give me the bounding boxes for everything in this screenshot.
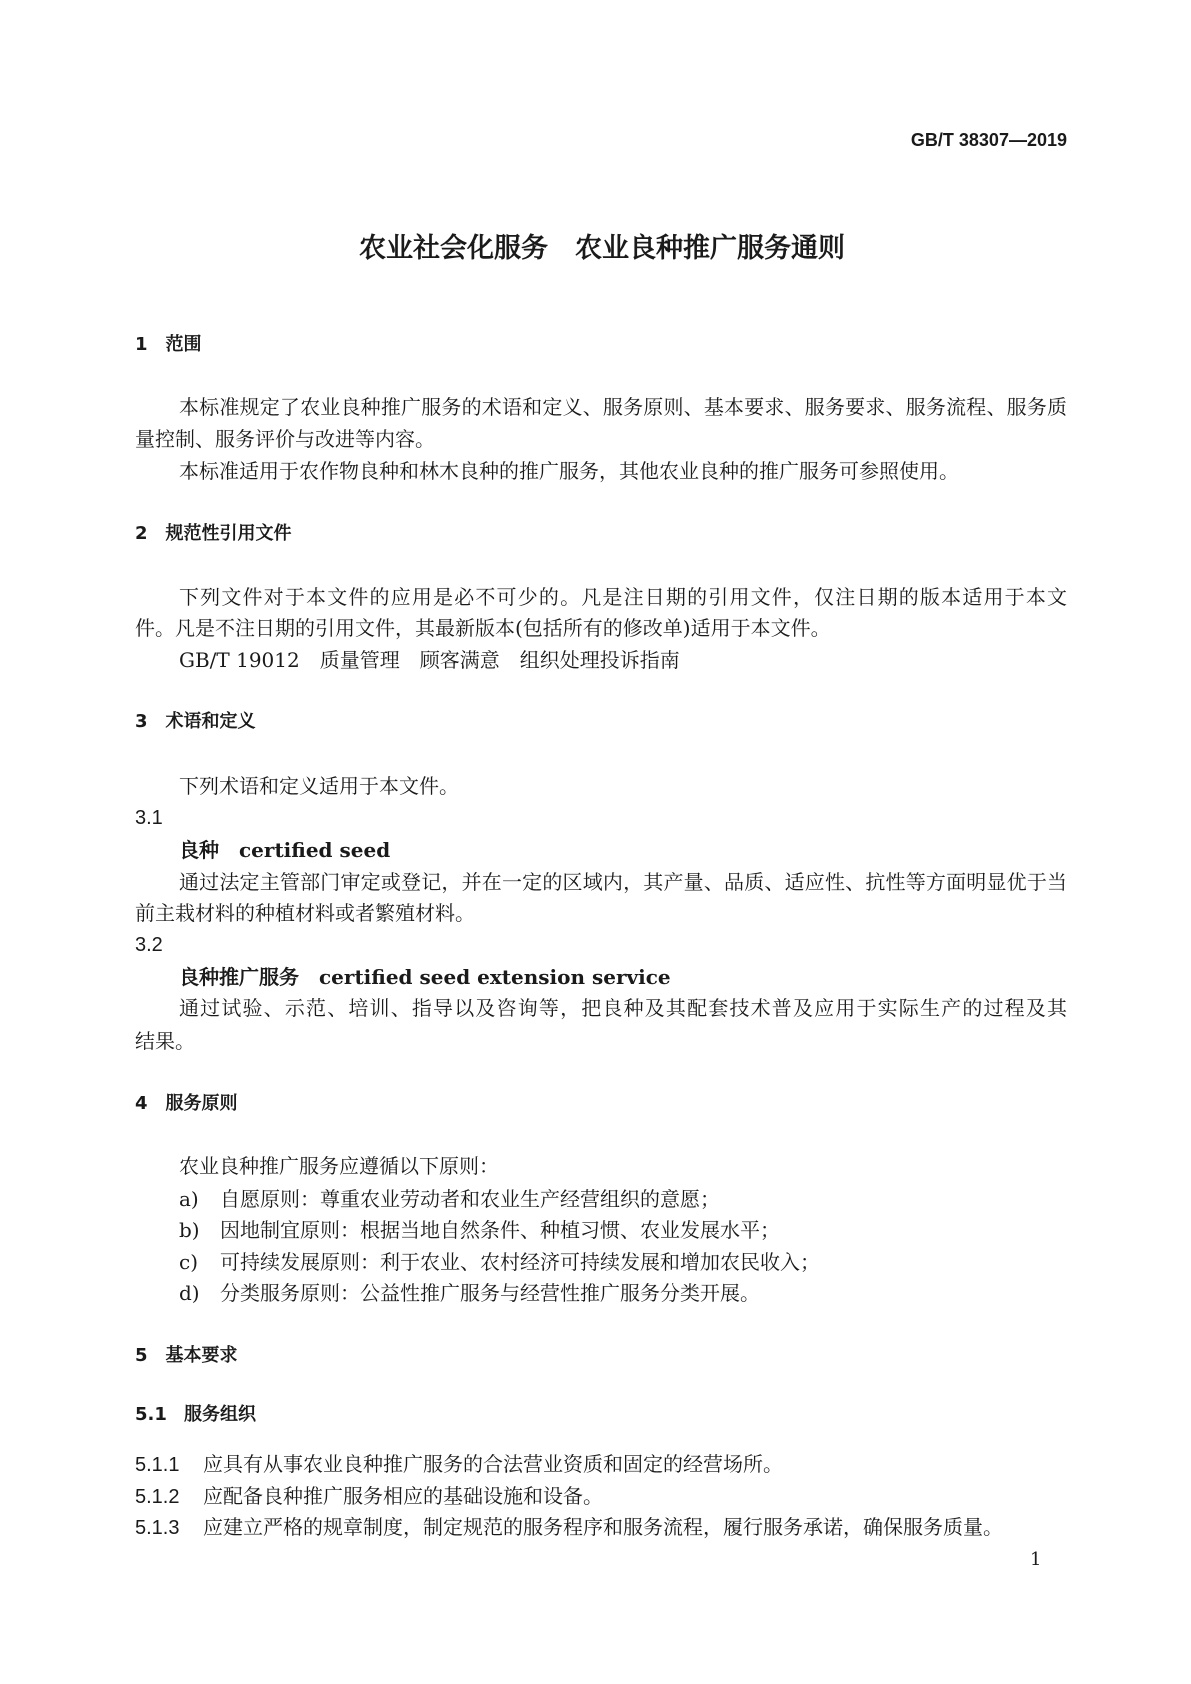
clause-number: 5.1.1 xyxy=(135,1454,180,1476)
paragraph-line: 下列文件对于本文件的应用是必不可少的。凡是注日期的引用文件，仅注日期的版本适用于本文 xyxy=(179,585,1067,609)
clause xyxy=(135,1484,603,1509)
list-text: 因地制宜原则：根据当地自然条件、种植习惯、农业发展水平； xyxy=(220,1218,780,1242)
term-name: 良种 certified seed xyxy=(179,838,391,862)
definition-line: 结果。 xyxy=(135,1029,195,1053)
clause-text: 应建立严格的规章制度，制定规范的服务程序和服务流程，履行服务承诺，确保服务质量。 xyxy=(203,1515,1003,1539)
term-name: 良种推广服务 certified seed extension service xyxy=(179,965,671,989)
clause xyxy=(135,1515,1003,1540)
paragraph-line: 农业良种推广服务应遵循以下原则： xyxy=(179,1154,499,1178)
list-marker: c) xyxy=(179,1250,199,1274)
section-number: 4 xyxy=(135,1093,148,1114)
list-text: 分类服务原则：公益性推广服务与经营性推广服务分类开展。 xyxy=(220,1281,760,1305)
clause xyxy=(135,1452,783,1477)
section-title: 范围 xyxy=(165,334,202,355)
list-marker: a) xyxy=(179,1187,199,1211)
page-number: 1 xyxy=(1030,1549,1042,1570)
paragraph-line: 本标准规定了农业良种推广服务的术语和定义、服务原则、基本要求、服务要求、服务流程、服务质 xyxy=(179,395,1067,419)
paragraph-line: 件。凡是不注日期的引用文件，其最新版本(包括所有的修改单)适用于本文件。 xyxy=(135,616,831,640)
section-heading xyxy=(135,1344,238,1368)
term-number: 3.1 xyxy=(135,807,163,829)
section-title: 服务原则 xyxy=(165,1093,238,1114)
clause-number: 5.1.3 xyxy=(135,1517,180,1539)
standard-number: GB/T 38307—2019 xyxy=(910,130,1067,150)
section-number: 1 xyxy=(135,334,148,355)
term-number: 3.2 xyxy=(135,934,163,956)
section-number: 2 xyxy=(135,523,148,544)
subsection-number: 5.1 xyxy=(135,1404,167,1425)
section-title: 规范性引用文件 xyxy=(165,523,292,544)
definition-line: 通过试验、示范、培训、指导以及咨询等，把良种及其配套技术普及应用于实际生产的过程及其 xyxy=(179,996,1067,1020)
list-marker: b) xyxy=(179,1218,200,1242)
list-marker: d) xyxy=(179,1281,200,1305)
section-heading xyxy=(135,710,256,734)
section-title: 术语和定义 xyxy=(165,711,256,732)
list-item xyxy=(179,1218,780,1242)
normative-reference: GB/T 19012 质量管理 顾客满意 组织处理投诉指南 xyxy=(179,648,680,672)
section-number: 5 xyxy=(135,1345,148,1366)
paragraph-line: 本标准适用于农作物良种和林木良种的推广服务，其他农业良种的推广服务可参照使用。 xyxy=(179,459,959,483)
section-heading xyxy=(135,522,292,546)
clause-number: 5.1.2 xyxy=(135,1486,180,1508)
section-number: 3 xyxy=(135,711,148,732)
paragraph-line: 量控制、服务评价与改进等内容。 xyxy=(135,427,435,451)
document-title: 农业社会化服务 农业良种推广服务通则 xyxy=(359,233,845,264)
clause-text: 应具有从事农业良种推广服务的合法营业资质和固定的经营场所。 xyxy=(203,1452,783,1476)
subsection-title: 服务组织 xyxy=(184,1404,256,1425)
definition-line: 前主栽材料的种植材料或者繁殖材料。 xyxy=(135,901,475,925)
section-title: 基本要求 xyxy=(165,1345,238,1366)
list-item xyxy=(179,1250,820,1274)
definition-line: 通过法定主管部门审定或登记，并在一定的区域内，其产量、品质、适应性、抗性等方面明显优于当 xyxy=(179,870,1067,894)
clause-text: 应配备良种推广服务相应的基础设施和设备。 xyxy=(203,1484,603,1508)
subsection-heading xyxy=(135,1403,256,1427)
list-item xyxy=(179,1281,760,1305)
paragraph-line: 下列术语和定义适用于本文件。 xyxy=(179,774,459,798)
section-heading xyxy=(135,333,202,357)
list-text: 自愿原则：尊重农业劳动者和农业生产经营组织的意愿； xyxy=(220,1187,720,1211)
section-heading xyxy=(135,1092,238,1116)
list-item xyxy=(179,1187,720,1211)
list-text: 可持续发展原则：利于农业、农村经济可持续发展和增加农民收入； xyxy=(220,1250,820,1274)
